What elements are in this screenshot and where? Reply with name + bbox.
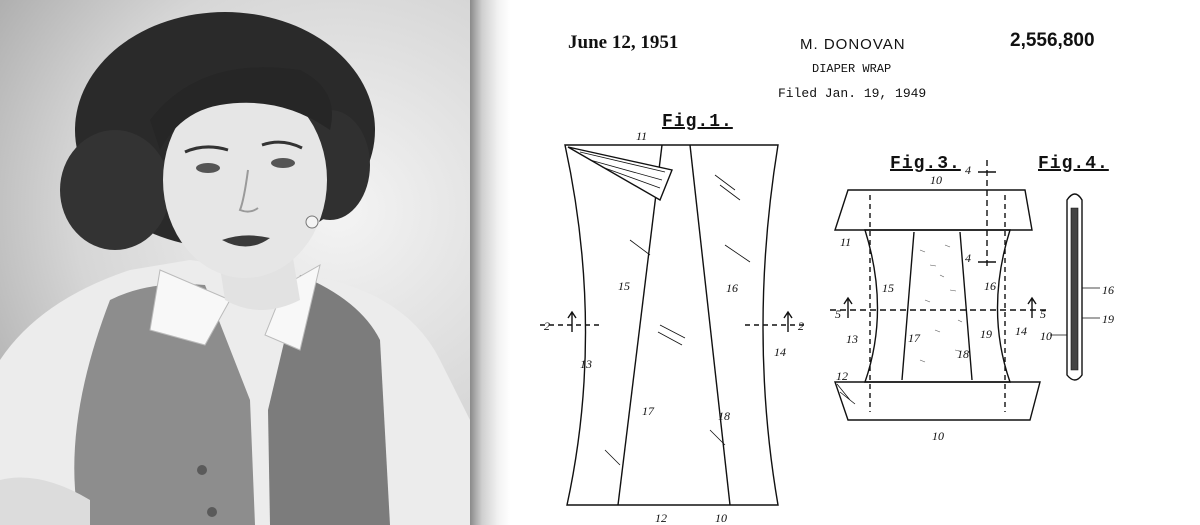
- ref-fig3-18: 18: [957, 347, 969, 361]
- bottom-band: [835, 382, 1040, 420]
- ref-16: 16: [726, 281, 738, 295]
- ref-fig3-19: 19: [980, 327, 992, 341]
- figure-3-drawing: [830, 160, 1050, 420]
- portrait-illustration: [0, 0, 470, 525]
- eye: [271, 158, 295, 168]
- body-outline: [865, 230, 1010, 382]
- ref-fig4-16: 16: [1102, 283, 1114, 297]
- ref-fig3-10-bottom: 10: [932, 429, 944, 443]
- ref-fig4-10: 10: [1040, 329, 1052, 343]
- hidden-lines: [870, 195, 1005, 412]
- ref-13: 13: [580, 357, 592, 371]
- ref-fig3-17: 17: [908, 331, 920, 345]
- vest-button: [197, 465, 207, 475]
- ref-fig3-15: 15: [882, 281, 894, 295]
- figure-1-label: Fig.1.: [662, 112, 733, 132]
- earring: [306, 216, 318, 228]
- figure-4-label: Fig.4.: [1038, 154, 1109, 174]
- arrows-5: [844, 298, 1036, 318]
- patent-number: 2,556,800: [1010, 30, 1095, 51]
- eye: [196, 163, 220, 173]
- ref-18: 18: [718, 409, 730, 423]
- ref-10: 10: [715, 511, 727, 525]
- panel-divider: [470, 0, 510, 525]
- arrow-2-left: [568, 312, 576, 332]
- portrait-photo: [0, 0, 470, 525]
- ref-fig3-10-top: 10: [930, 173, 942, 187]
- ref-15: 15: [618, 279, 630, 293]
- patent-drawing: [510, 0, 1200, 525]
- ref-fig4-19: 19: [1102, 312, 1114, 326]
- ref-fig3-11: 11: [840, 235, 852, 249]
- patent-filed-date: Filed Jan. 19, 1949: [778, 86, 927, 101]
- patent-inventor: M. DONOVAN: [800, 36, 906, 53]
- ref-fig3-4-top: 4: [965, 163, 971, 177]
- ref-12: 12: [655, 511, 667, 525]
- patent-title: DIAPER WRAP: [812, 62, 892, 76]
- top-band: [835, 190, 1032, 230]
- ref-fig3-5-left: 5: [835, 307, 841, 321]
- figure-4-drawing: [1050, 194, 1100, 380]
- ref-17: 17: [642, 404, 654, 418]
- vest-button: [207, 507, 217, 517]
- figure-3-label: Fig.3.: [890, 154, 961, 174]
- ref-2-right: 2: [798, 319, 804, 333]
- ref-fig3-12: 12: [836, 369, 848, 383]
- reference-numerals: [544, 129, 1114, 525]
- cross-section-inner: [1071, 208, 1078, 370]
- figure-1-drawing: [540, 145, 805, 505]
- ref-11: 11: [636, 129, 648, 143]
- patent-date: June 12, 1951: [568, 32, 679, 53]
- ref-fig3-14: 14: [1015, 324, 1027, 338]
- pad-stipple: [920, 245, 962, 362]
- arrow-2-right: [784, 312, 792, 332]
- fold-line: [618, 145, 662, 505]
- ref-fig3-16: 16: [984, 279, 996, 293]
- patent-figures: [510, 0, 1200, 525]
- ref-2-left: 2: [544, 319, 550, 333]
- hair-curl: [60, 130, 170, 250]
- ref-fig3-4-mid: 4: [965, 251, 971, 265]
- fold-line: [690, 145, 730, 505]
- ref-fig3-13: 13: [846, 332, 858, 346]
- ref-14: 14: [774, 345, 786, 359]
- ref-fig3-5-right: 5: [1040, 307, 1046, 321]
